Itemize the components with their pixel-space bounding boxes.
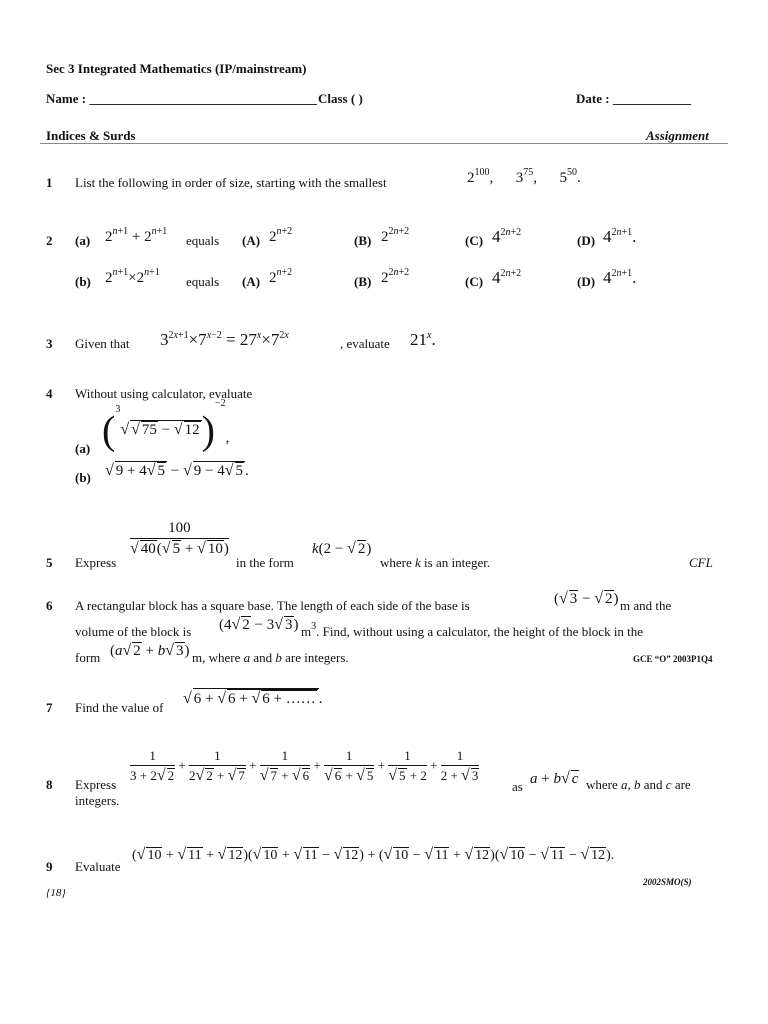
q1-terms: $2^{100}$, $3^{75}$, $5^{50}$. bbox=[467, 167, 581, 186]
q8-sum: $\frac{1}{3 + 2√ 2}$ + $\frac{1}{2√ 2 + √ 7}$ + $\frac{1}{√ 7 + √ 6}$ + $\frac{1}{√ 6 + √ 5}$ + $\frac{1}{√ 5 + 2}$ + $\frac{1}{2 + √ 3}$ bbox=[130, 748, 479, 784]
q2b-expr: $2^{n+1}\times 2^{n+1}$ bbox=[105, 267, 160, 286]
q5-numerator: 100 bbox=[130, 520, 229, 539]
q3-equation: $3^{2x+1}\times 7^{x-2} = 27^x\times 7^{2x}$ bbox=[160, 330, 289, 349]
q5-fraction: $\frac{100}{√ 40(√ 5 + √ 10)}$ bbox=[130, 520, 229, 557]
q2a-optD: (D) bbox=[577, 233, 596, 248]
question-number: 5 bbox=[46, 555, 53, 570]
question-number: 4 bbox=[46, 386, 53, 401]
q2b-optD: (D) bbox=[577, 274, 596, 289]
q7-expr: √ 6 + √ 6 + √ 6 + …… . bbox=[183, 690, 323, 707]
question-number: 6 bbox=[46, 598, 53, 613]
q2a-optD-expr: $4^{2n+1}$. bbox=[603, 227, 637, 246]
q8-where: where a, b and c are bbox=[586, 777, 691, 792]
q2b-optC-expr: $4^{2n+2}$ bbox=[492, 268, 522, 287]
q8-integers: integers. bbox=[75, 793, 120, 808]
q2a-label: (a) bbox=[75, 233, 91, 248]
q6-line3: form bbox=[75, 650, 101, 665]
q6-line1: A rectangular block has a square base. The length of each side of the base is bbox=[75, 598, 470, 613]
q1-text: List the following in order of size, starting with the smallest bbox=[75, 175, 387, 190]
assignment-label: Assignment bbox=[646, 128, 709, 143]
q7-text: Find the value of bbox=[75, 700, 164, 715]
q8-express: Express bbox=[75, 777, 117, 792]
q2a-optA-expr: $2^{n+2}$ bbox=[269, 226, 293, 245]
name-field: Name : ___________________________________ bbox=[46, 91, 317, 106]
q4b-expr: √ 9 + 4√ 5 − √ 9 − 4√ 5 . bbox=[105, 462, 249, 479]
q2b-optD-expr: $4^{2n+1}$. bbox=[603, 268, 637, 287]
q2a-optA: (A) bbox=[242, 233, 261, 248]
q2a-optC: (C) bbox=[465, 233, 484, 248]
question-number: 3 bbox=[46, 336, 53, 351]
question-number: 8 bbox=[46, 777, 53, 792]
question-number: 7 bbox=[46, 700, 53, 715]
q8-form-expr: a + b√ c bbox=[530, 770, 579, 787]
question-number: 1 bbox=[46, 175, 53, 190]
q5-in-form: in the form bbox=[236, 555, 294, 570]
q8-as: as bbox=[512, 779, 523, 794]
q2a-expr: $2^{n+1} + 2^{n+1}$ bbox=[105, 226, 168, 245]
q5-form-expr: k(2 − √ 2) bbox=[312, 540, 372, 557]
q3-evaluate: , evaluate bbox=[340, 336, 390, 351]
topic-title: Indices & Surds bbox=[46, 128, 136, 143]
q2b-optA-expr: $2^{n+2}$ bbox=[269, 267, 293, 286]
q2a-optC-expr: $4^{2n+2}$ bbox=[492, 227, 522, 246]
q6-line3-rest: m, where a and b are integers. bbox=[192, 650, 349, 665]
q6-side-expr: (√ 3 − √ 2) bbox=[554, 590, 619, 607]
q6-line2-rest: $m^3$. Find, without using a calculator, the height of the block in the bbox=[301, 621, 644, 639]
q2b-optA: (A) bbox=[242, 274, 261, 289]
q4b-label: (b) bbox=[75, 470, 91, 485]
date-field: Date : ____________ bbox=[576, 91, 691, 106]
q2a-optB-expr: $2^{2n+2}$ bbox=[381, 226, 410, 245]
q9-text: Evaluate bbox=[75, 859, 121, 874]
q2b-optB-expr: $2^{2n+2}$ bbox=[381, 267, 410, 286]
header-divider bbox=[40, 143, 728, 144]
q3-target: 21$^x$. bbox=[410, 330, 436, 349]
question-number: 2 bbox=[46, 233, 53, 248]
q9-source: 2002SMO(S) bbox=[643, 877, 692, 887]
q5-express: Express bbox=[75, 555, 117, 570]
q2a-optB: (B) bbox=[354, 233, 372, 248]
q2b-equals: equals bbox=[186, 274, 220, 289]
class-field: Class ( ) bbox=[318, 91, 363, 106]
course-title: Sec 3 Integrated Mathematics (IP/mainstream) bbox=[46, 61, 307, 76]
q2b-label: (b) bbox=[75, 274, 91, 289]
q2b-optB: (B) bbox=[354, 274, 372, 289]
q4a-label: (a) bbox=[75, 441, 91, 456]
q5-where: where k is an integer. bbox=[380, 555, 491, 570]
q6-volume-expr: (4√ 2 − 3√ 3) bbox=[219, 616, 299, 633]
q6-source: GCE “O” 2003P1Q4 bbox=[633, 654, 713, 664]
question-number: 9 bbox=[46, 859, 53, 874]
q6-line2: volume of the block is bbox=[75, 624, 192, 639]
q9-expr: (√ 10 + √ 11 + √ 12)(√ 10 + √ 11 − √ 12) + (√ 10 − √ 11 + √ 12)(√ 10 − √ 11 − √ 12). bbox=[132, 846, 615, 863]
q6-form-expr: (a√ 2 + b√ 3) bbox=[110, 642, 190, 659]
q5-source: CFL bbox=[689, 555, 713, 570]
q2b-optC: (C) bbox=[465, 274, 484, 289]
q4-text: Without using calculator, evaluate bbox=[75, 386, 253, 401]
q4a-expr: ($^3$√ √ 75 − √ 12)$^{-2}$, bbox=[102, 398, 230, 453]
total-marks: {18} bbox=[46, 887, 66, 899]
q2a-equals: equals bbox=[186, 233, 220, 248]
q6-unit: m and the bbox=[620, 598, 672, 613]
q3-text: Given that bbox=[75, 336, 130, 351]
